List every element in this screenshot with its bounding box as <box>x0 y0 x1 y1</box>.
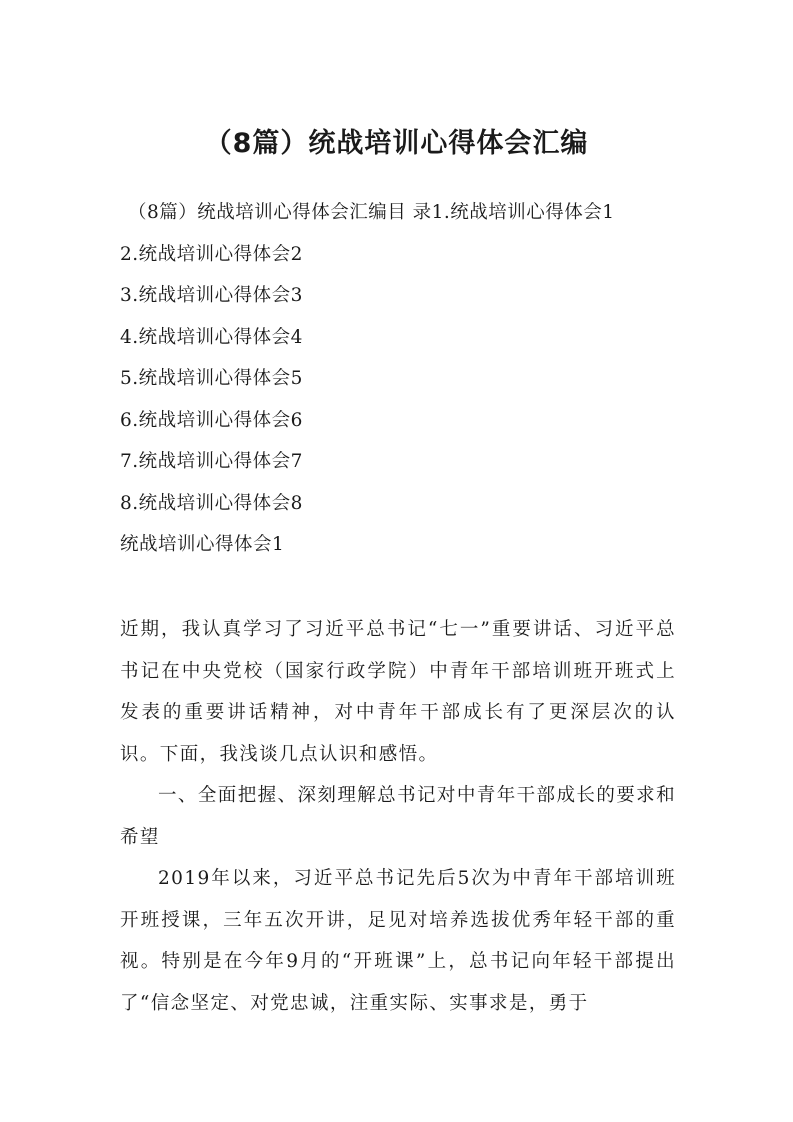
toc-entry: （8篇）统战培训心得体会汇编目 录1.统战培训心得体会1 <box>128 202 615 223</box>
paragraph: 近期，我认真学习了习近平总书记“七一”重要讲话、习近平总书记在中央党校（国家行政学院）中青年干部培训班开班式上发表的重要讲话精神，对中青年干部成长有了更深层次的认识。下面，我浅谈几点认识和感悟。 <box>120 619 676 765</box>
document-title: （8篇）统战培训心得体会汇编 <box>204 128 589 159</box>
body-text <box>120 609 676 1024</box>
toc-entry: 7.统战培训心得体会7 <box>120 451 303 472</box>
table-of-contents <box>120 192 680 566</box>
section-heading: 统战培训心得体会1 <box>120 534 285 555</box>
toc-entry: 5.统战培训心得体会5 <box>120 368 303 389</box>
toc-entry: 4.统战培训心得体会4 <box>120 326 303 348</box>
paragraph-heading: 一、全面把握、深刻理解总书记对中青年干部成长的要求和希望 <box>120 785 676 848</box>
toc-entry: 8.统战培训心得体会8 <box>120 492 303 514</box>
toc-entry: 6.统战培训心得体会6 <box>120 409 303 431</box>
toc-entry: 2.统战培训心得体会2 <box>120 243 303 265</box>
paragraph: 2019年以来，习近平总书记先后5次为中青年干部培训班开班授课，三年五次开讲，足见对培养选拔优秀年轻干部的重视。特别是在今年9月的“开班课”上，总书记向年轻干部提出了“信念坚定、对党忠诚，注重实际、实事求是，勇于 <box>120 868 676 1014</box>
toc-entry: 3.统战培训心得体会3 <box>120 285 303 306</box>
